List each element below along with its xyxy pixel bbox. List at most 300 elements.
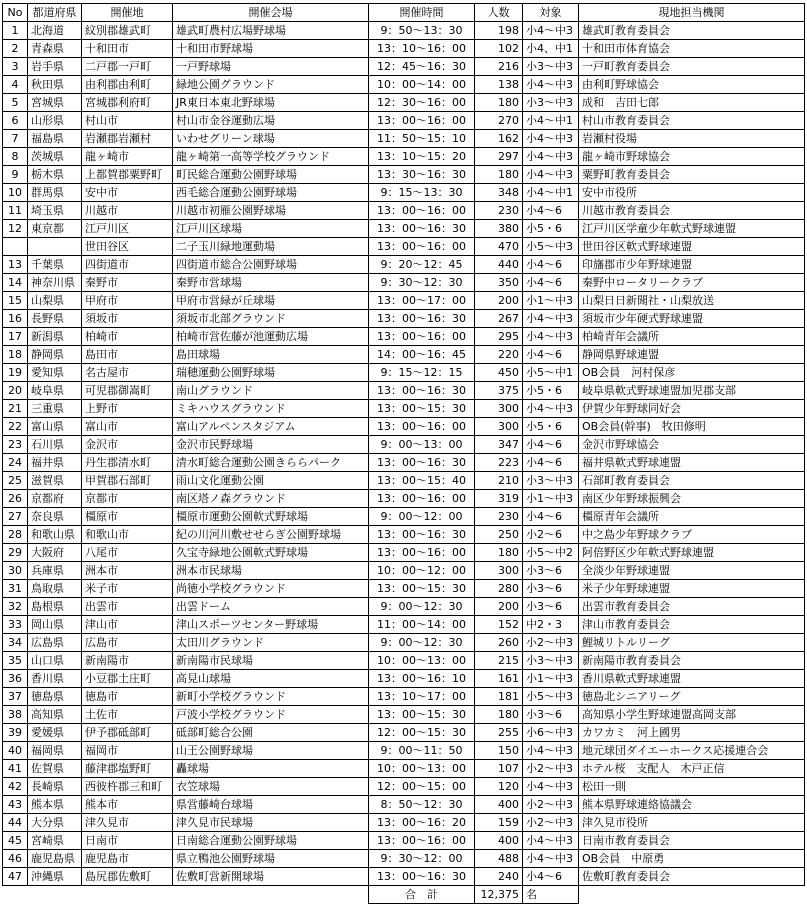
time-cell: 13：00～16：30 — [369, 868, 475, 886]
venue-cell: 轟球場 — [173, 760, 369, 778]
organizer-cell: 米子少年野球連盟 — [579, 580, 805, 598]
time-cell: 10：00～13：00 — [369, 760, 475, 778]
row-no: 5 — [3, 94, 28, 112]
organizer-cell: ホテル桜 支配人 木戸正信 — [579, 760, 805, 778]
count-cell: 270 — [475, 112, 523, 130]
prefecture-cell: 徳島県 — [28, 688, 82, 706]
count-cell: 162 — [475, 130, 523, 148]
city-cell: 名古屋市 — [82, 364, 173, 382]
table-row — [3, 814, 805, 832]
prefecture-cell: 宮城県 — [28, 94, 82, 112]
count-cell: 200 — [475, 292, 523, 310]
venue-cell: 南山グラウンド — [173, 382, 369, 400]
table-row — [3, 166, 805, 184]
target-cell: 小4～6 — [523, 274, 579, 292]
prefecture-cell: 兵庫県 — [28, 562, 82, 580]
time-cell: 13：00～16：20 — [369, 814, 475, 832]
table-row — [3, 706, 805, 724]
table-row — [3, 580, 805, 598]
table-row — [3, 130, 805, 148]
target-cell: 小1～中3 — [523, 670, 579, 688]
header-col-city: 開催地 — [82, 4, 173, 22]
count-cell: 300 — [475, 418, 523, 436]
count-cell: 220 — [475, 346, 523, 364]
city-cell: 江戸川区 — [82, 220, 173, 238]
row-no: 33 — [3, 616, 28, 634]
city-cell: 丹生郡清水町 — [82, 454, 173, 472]
target-cell: 小4～6 — [523, 256, 579, 274]
target-cell: 小5～中3 — [523, 688, 579, 706]
table-row — [3, 58, 805, 76]
venue-cell: 新南陽市民球場 — [173, 652, 369, 670]
venue-cell: 金沢市民野球場 — [173, 436, 369, 454]
organizer-cell: 金沢市野球協会 — [579, 436, 805, 454]
header-col-no: No — [3, 4, 28, 22]
table-row — [3, 688, 805, 706]
count-cell: 180 — [475, 166, 523, 184]
count-cell: 350 — [475, 274, 523, 292]
organizer-cell: 江戸川区学童少年軟式野球連盟 — [579, 220, 805, 238]
table-row — [3, 652, 805, 670]
count-cell: 250 — [475, 526, 523, 544]
organizer-cell: 地元球団ダイエーホークス応援連合会 — [579, 742, 805, 760]
row-no: 29 — [3, 544, 28, 562]
venue-cell: 久宝寺緑地公園軟式野球場 — [173, 544, 369, 562]
clinic-schedule-table — [2, 3, 805, 904]
city-cell: 日南市 — [82, 832, 173, 850]
count-cell: 120 — [475, 778, 523, 796]
venue-cell: ミキハウスグラウンド — [173, 400, 369, 418]
row-no: 17 — [3, 328, 28, 346]
table-row — [3, 778, 805, 796]
count-cell: 159 — [475, 814, 523, 832]
count-cell: 107 — [475, 760, 523, 778]
city-cell: 上野市 — [82, 400, 173, 418]
venue-cell: 山王公園野球場 — [173, 742, 369, 760]
count-cell: 347 — [475, 436, 523, 454]
row-no: 22 — [3, 418, 28, 436]
prefecture-cell: 滋賀県 — [28, 472, 82, 490]
time-cell: 13：00～15：30 — [369, 400, 475, 418]
organizer-cell: 日南市教育委員会 — [579, 832, 805, 850]
row-no: 2 — [3, 40, 28, 58]
row-no: 26 — [3, 490, 28, 508]
organizer-cell: 一戸町教育委員会 — [579, 58, 805, 76]
venue-cell: 西毛総合運動公園野球場 — [173, 184, 369, 202]
count-cell: 216 — [475, 58, 523, 76]
time-cell: 9：15～12：15 — [369, 364, 475, 382]
time-cell: 9：00～12：00 — [369, 508, 475, 526]
venue-cell: 四街道市総合公園野球場 — [173, 256, 369, 274]
city-cell: 徳島市 — [82, 688, 173, 706]
organizer-cell: カワカミ 河上國男 — [579, 724, 805, 742]
count-cell: 300 — [475, 562, 523, 580]
row-no: 15 — [3, 292, 28, 310]
target-cell: 小4～中3 — [523, 148, 579, 166]
count-cell: 400 — [475, 832, 523, 850]
prefecture-cell: 三重県 — [28, 400, 82, 418]
venue-cell: 県立鴨池公園野球場 — [173, 850, 369, 868]
organizer-cell: 熊本県野球連絡協議会 — [579, 796, 805, 814]
time-cell: 13：10～16：00 — [369, 40, 475, 58]
venue-cell: 一戸野球場 — [173, 58, 369, 76]
organizer-cell: 出雲市教育委員会 — [579, 598, 805, 616]
table-row — [3, 490, 805, 508]
header-col-target: 対象 — [523, 4, 579, 22]
city-cell: 上都賀郡粟野町 — [82, 166, 173, 184]
venue-cell: 富山アルペンスタジアム — [173, 418, 369, 436]
time-cell: 13：00～16：00 — [369, 490, 475, 508]
venue-cell: 砥部町総合公園 — [173, 724, 369, 742]
prefecture-cell: 北海道 — [28, 22, 82, 40]
table-row — [3, 202, 805, 220]
header-col-count: 人数 — [475, 4, 523, 22]
target-cell: 小4～6 — [523, 436, 579, 454]
target-cell: 小4～中3 — [523, 832, 579, 850]
target-cell: 小3～6 — [523, 598, 579, 616]
count-cell: 300 — [475, 400, 523, 418]
row-no: 7 — [3, 130, 28, 148]
venue-cell: 津久見市民球場 — [173, 814, 369, 832]
row-no: 9 — [3, 166, 28, 184]
prefecture-cell: 宮崎県 — [28, 832, 82, 850]
count-cell: 152 — [475, 616, 523, 634]
time-cell: 9：00～12：30 — [369, 634, 475, 652]
prefecture-cell: 新潟県 — [28, 328, 82, 346]
table-row — [3, 94, 805, 112]
count-cell: 380 — [475, 220, 523, 238]
target-cell: 小3～6 — [523, 580, 579, 598]
target-cell: 小3～6 — [523, 706, 579, 724]
organizer-cell: 村山市教育委員会 — [579, 112, 805, 130]
city-cell: 津山市 — [82, 616, 173, 634]
table-row — [3, 850, 805, 868]
table-row — [3, 508, 805, 526]
count-cell: 180 — [475, 544, 523, 562]
target-cell: 小4～中3 — [523, 310, 579, 328]
table-row — [3, 310, 805, 328]
venue-cell: 佐敷町営新開球場 — [173, 868, 369, 886]
prefecture-cell: 京都府 — [28, 490, 82, 508]
venue-cell: 雨山文化運動公園 — [173, 472, 369, 490]
target-cell: 小4～6 — [523, 508, 579, 526]
organizer-cell: 川越市教育委員会 — [579, 202, 805, 220]
table-row — [3, 868, 805, 886]
prefecture-cell: 愛知県 — [28, 364, 82, 382]
prefecture-cell: 大阪府 — [28, 544, 82, 562]
venue-cell: 島田球場 — [173, 346, 369, 364]
city-cell: 出雲市 — [82, 598, 173, 616]
table-row — [3, 454, 805, 472]
organizer-cell: 津山市教育委員会 — [579, 616, 805, 634]
prefecture-cell: 富山県 — [28, 418, 82, 436]
city-cell: 京都市 — [82, 490, 173, 508]
venue-cell: 出雲ドーム — [173, 598, 369, 616]
venue-cell: 十和田市野球場 — [173, 40, 369, 58]
organizer-cell: 松田一則 — [579, 778, 805, 796]
total-blank-cell — [579, 886, 805, 904]
prefecture-cell: 福井県 — [28, 454, 82, 472]
target-cell: 小4、中1 — [523, 40, 579, 58]
table-row — [3, 796, 805, 814]
prefecture-cell: 愛媛県 — [28, 724, 82, 742]
city-cell: 土佐市 — [82, 706, 173, 724]
target-cell: 小4～中3 — [523, 400, 579, 418]
city-cell: 十和田市 — [82, 40, 173, 58]
count-cell: 215 — [475, 652, 523, 670]
header-col-prefecture: 都道府県 — [28, 4, 82, 22]
organizer-cell: 佐敷町教育委員会 — [579, 868, 805, 886]
time-cell: 13：10～15：20 — [369, 148, 475, 166]
city-cell: 紋別郡雄武町 — [82, 22, 173, 40]
city-cell: 安中市 — [82, 184, 173, 202]
target-cell: 小4～中3 — [523, 742, 579, 760]
time-cell: 13：00～15：40 — [369, 472, 475, 490]
organizer-cell: 印旛郡市少年野球連盟 — [579, 256, 805, 274]
table-row — [3, 22, 805, 40]
venue-cell: 県営藤崎台球場 — [173, 796, 369, 814]
prefecture-cell: 奈良県 — [28, 508, 82, 526]
time-cell: 12：00～15：00 — [369, 778, 475, 796]
target-cell: 小3～中3 — [523, 58, 579, 76]
table-row — [3, 742, 805, 760]
table-body — [3, 22, 805, 886]
prefecture-cell: 佐賀県 — [28, 760, 82, 778]
time-cell: 13：00～16：00 — [369, 832, 475, 850]
time-cell: 9：30～12：30 — [369, 274, 475, 292]
header-col-time: 開催時間 — [369, 4, 475, 22]
prefecture-cell: 岩手県 — [28, 58, 82, 76]
time-cell: 10：00～12：00 — [369, 562, 475, 580]
prefecture-cell: 岡山県 — [28, 616, 82, 634]
total-row — [3, 886, 805, 904]
city-cell: 小豆郡土庄町 — [82, 670, 173, 688]
prefecture-cell — [28, 238, 82, 256]
venue-cell: 町民総合運動公園野球場 — [173, 166, 369, 184]
row-no: 1 — [3, 22, 28, 40]
table-row — [3, 616, 805, 634]
city-cell: 須坂市 — [82, 310, 173, 328]
table-row — [3, 346, 805, 364]
total-unit: 名 — [523, 886, 579, 904]
table-row — [3, 400, 805, 418]
city-cell: 可児郡御嵩町 — [82, 382, 173, 400]
target-cell: 小5・6 — [523, 418, 579, 436]
target-cell: 小4～中3 — [523, 76, 579, 94]
time-cell: 13：00～16：30 — [369, 220, 475, 238]
total-blank-cell — [82, 886, 173, 904]
table-row — [3, 760, 805, 778]
venue-cell: 日南総合運動公園野球場 — [173, 832, 369, 850]
city-cell: 伊予郡砥部町 — [82, 724, 173, 742]
table-row — [3, 418, 805, 436]
prefecture-cell: 沖縄県 — [28, 868, 82, 886]
organizer-cell: OB会員(幹事) 牧田修明 — [579, 418, 805, 436]
city-cell: 米子市 — [82, 580, 173, 598]
prefecture-cell: 青森県 — [28, 40, 82, 58]
city-cell: 島田市 — [82, 346, 173, 364]
table-row — [3, 472, 805, 490]
venue-cell: 津山スポーツセンター野球場 — [173, 616, 369, 634]
prefecture-cell: 岐阜県 — [28, 382, 82, 400]
row-no: 45 — [3, 832, 28, 850]
time-cell: 10：00～13：00 — [369, 652, 475, 670]
target-cell: 小2～中3 — [523, 634, 579, 652]
count-cell: 198 — [475, 22, 523, 40]
venue-cell: 橿原市運動公園軟式野球場 — [173, 508, 369, 526]
row-no: 41 — [3, 760, 28, 778]
row-no — [3, 238, 28, 256]
prefecture-cell: 石川県 — [28, 436, 82, 454]
organizer-cell: 津久見市役所 — [579, 814, 805, 832]
organizer-cell: OB会員 中原勇 — [579, 850, 805, 868]
organizer-cell: 静岡県野球連盟 — [579, 346, 805, 364]
city-cell: 川越市 — [82, 202, 173, 220]
count-cell: 230 — [475, 508, 523, 526]
venue-cell: 太田川グラウンド — [173, 634, 369, 652]
organizer-cell: 山梨日日新聞社・山梨放送 — [579, 292, 805, 310]
venue-cell: 村山市金谷運動広場 — [173, 112, 369, 130]
target-cell: 小4～中3 — [523, 850, 579, 868]
target-cell: 小5～中1 — [523, 364, 579, 382]
target-cell: 小5・6 — [523, 220, 579, 238]
table-row — [3, 832, 805, 850]
count-cell: 440 — [475, 256, 523, 274]
city-cell: 岩瀬郡岩瀬村 — [82, 130, 173, 148]
target-cell: 小4～6 — [523, 868, 579, 886]
city-cell: 甲賀郡石部町 — [82, 472, 173, 490]
count-cell: 223 — [475, 454, 523, 472]
target-cell: 小2～中3 — [523, 814, 579, 832]
target-cell: 小1～中3 — [523, 292, 579, 310]
venue-cell: 須坂市北部グラウンド — [173, 310, 369, 328]
target-cell: 小3～6 — [523, 562, 579, 580]
prefecture-cell: 栃木県 — [28, 166, 82, 184]
row-no: 27 — [3, 508, 28, 526]
prefecture-cell: 静岡県 — [28, 346, 82, 364]
organizer-cell: 岐阜県軟式野球連盟加児郡支部 — [579, 382, 805, 400]
organizer-cell: 全淡少年野球連盟 — [579, 562, 805, 580]
row-no: 12 — [3, 220, 28, 238]
row-no: 4 — [3, 76, 28, 94]
time-cell: 11：00～14：00 — [369, 616, 475, 634]
city-cell: 由利郡由利町 — [82, 76, 173, 94]
table-row — [3, 562, 805, 580]
prefecture-cell: 茨城県 — [28, 148, 82, 166]
target-cell: 小2～6 — [523, 526, 579, 544]
time-cell: 13：00～16：10 — [369, 670, 475, 688]
table-row — [3, 598, 805, 616]
venue-cell: 二子玉川緑地運動場 — [173, 238, 369, 256]
city-cell: 島尻郡佐敷町 — [82, 868, 173, 886]
city-cell: 橿原市 — [82, 508, 173, 526]
table-row — [3, 328, 805, 346]
row-no: 28 — [3, 526, 28, 544]
time-cell: 13：00～16：30 — [369, 310, 475, 328]
target-cell: 小4～中3 — [523, 328, 579, 346]
count-cell: 400 — [475, 796, 523, 814]
prefecture-cell: 山口県 — [28, 652, 82, 670]
row-no: 40 — [3, 742, 28, 760]
venue-cell: 川越市初雁公園野球場 — [173, 202, 369, 220]
table-row — [3, 634, 805, 652]
count-cell: 180 — [475, 706, 523, 724]
prefecture-cell: 島根県 — [28, 598, 82, 616]
venue-cell: 戸波小学校グラウンド — [173, 706, 369, 724]
row-no: 38 — [3, 706, 28, 724]
target-cell: 中2・3 — [523, 616, 579, 634]
count-cell: 450 — [475, 364, 523, 382]
time-cell: 9：20～12：45 — [369, 256, 475, 274]
count-cell: 138 — [475, 76, 523, 94]
row-no: 14 — [3, 274, 28, 292]
table-row — [3, 724, 805, 742]
target-cell: 小3～中3 — [523, 94, 579, 112]
table-row — [3, 526, 805, 544]
table-row — [3, 544, 805, 562]
venue-cell: 清水町総合運動公園きららパーク — [173, 454, 369, 472]
city-cell: 甲府市 — [82, 292, 173, 310]
venue-cell: 紀の川河川敷せせらぎ公園野球場 — [173, 526, 369, 544]
table-row — [3, 184, 805, 202]
city-cell: 金沢市 — [82, 436, 173, 454]
row-no: 11 — [3, 202, 28, 220]
row-no: 42 — [3, 778, 28, 796]
time-cell: 13：00～16：00 — [369, 418, 475, 436]
time-cell: 10：00～14：00 — [369, 76, 475, 94]
row-no: 30 — [3, 562, 28, 580]
organizer-cell: 南区少年野球振興会 — [579, 490, 805, 508]
city-cell: 柏崎市 — [82, 328, 173, 346]
prefecture-cell: 和歌山県 — [28, 526, 82, 544]
city-cell: 鹿児島市 — [82, 850, 173, 868]
city-cell: 村山市 — [82, 112, 173, 130]
row-no: 6 — [3, 112, 28, 130]
organizer-cell: 中之島少年野球クラブ — [579, 526, 805, 544]
prefecture-cell: 鹿児島県 — [28, 850, 82, 868]
city-cell: 秦野市 — [82, 274, 173, 292]
prefecture-cell: 秋田県 — [28, 76, 82, 94]
row-no: 25 — [3, 472, 28, 490]
time-cell: 13：10～17：00 — [369, 688, 475, 706]
target-cell: 小4～6 — [523, 454, 579, 472]
count-cell: 255 — [475, 724, 523, 742]
count-cell: 260 — [475, 634, 523, 652]
prefecture-cell: 長崎県 — [28, 778, 82, 796]
table-row — [3, 148, 805, 166]
prefecture-cell: 東京都 — [28, 220, 82, 238]
row-no: 36 — [3, 670, 28, 688]
prefecture-cell: 高知県 — [28, 706, 82, 724]
row-no: 47 — [3, 868, 28, 886]
time-cell: 8：50～12：30 — [369, 796, 475, 814]
count-cell: 470 — [475, 238, 523, 256]
time-cell: 13：00～16：00 — [369, 202, 475, 220]
total-blank-cell — [28, 886, 82, 904]
time-cell: 9：00～13：00 — [369, 436, 475, 454]
time-cell: 13：00～17：00 — [369, 292, 475, 310]
time-cell: 9：30～12：00 — [369, 850, 475, 868]
organizer-cell: 由利町野球協会 — [579, 76, 805, 94]
count-cell: 319 — [475, 490, 523, 508]
time-cell: 9：50～13：30 — [369, 22, 475, 40]
prefecture-cell: 長野県 — [28, 310, 82, 328]
prefecture-cell: 千葉県 — [28, 256, 82, 274]
table-row — [3, 76, 805, 94]
organizer-cell: 徳島北シニアリーグ — [579, 688, 805, 706]
table-row — [3, 220, 805, 238]
city-cell: 津久見市 — [82, 814, 173, 832]
